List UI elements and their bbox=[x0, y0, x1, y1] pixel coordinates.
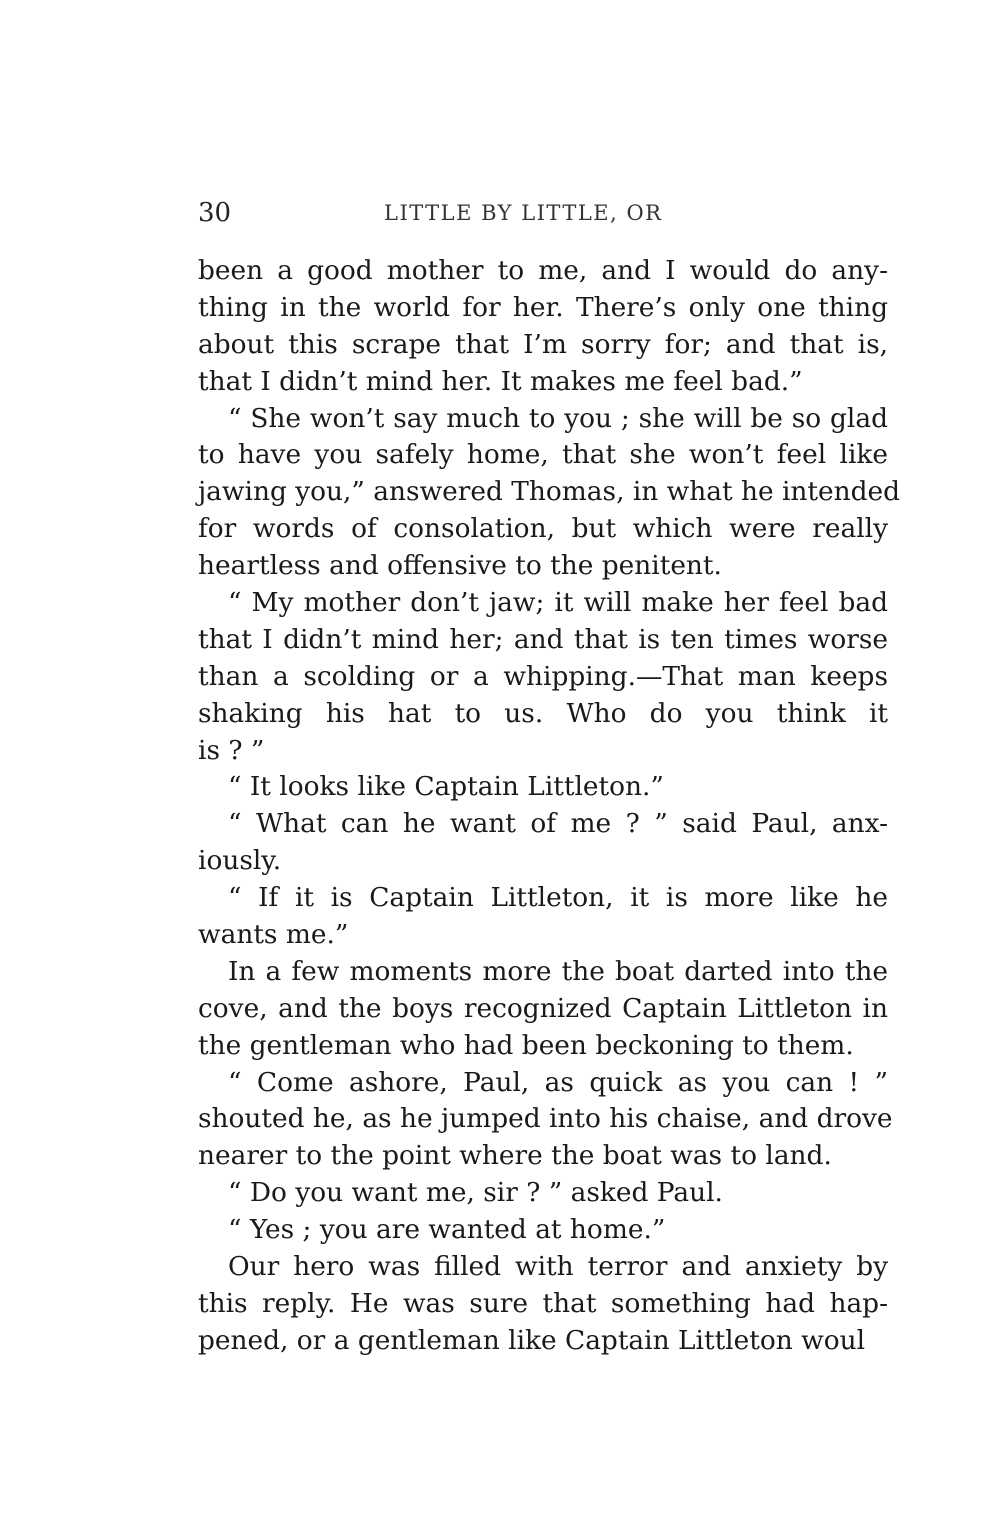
running-title: LITTLE BY LITTLE, OR bbox=[384, 201, 663, 225]
text-line: been a good mother to me, and I would do any- bbox=[198, 255, 888, 286]
text-line: “ If it is Captain Littleton, it is more like he bbox=[228, 882, 888, 914]
text-line: that I didn’t mind her. It makes me feel bad.” bbox=[198, 365, 803, 397]
text-line: about this scrape that I’m sorry for; and that is, bbox=[198, 328, 888, 360]
text-line: the gentleman who had been beckoning to them. bbox=[198, 1029, 854, 1061]
text-line: this reply. He was sure that something had hap- bbox=[198, 1287, 888, 1319]
body-text bbox=[198, 253, 901, 1360]
text-line: pened, or a gentleman like Captain Littleton woul bbox=[198, 1324, 866, 1356]
page-number: 30 bbox=[198, 198, 232, 228]
text-line: shouted he, as he jumped into his chaise, and drove bbox=[198, 1103, 893, 1135]
text-line: heartless and offensive to the penitent. bbox=[198, 550, 722, 582]
text-line: cove, and the boys recognized Captain Littleton in bbox=[198, 992, 888, 1024]
text-line: for words of consolation, but which were really bbox=[198, 513, 888, 545]
text-line: that I didn’t mind her; and that is ten times worse bbox=[198, 623, 888, 655]
page-header bbox=[198, 198, 888, 234]
text-line: thing in the world for her. There’s only one thing bbox=[198, 291, 888, 323]
text-line: “ Do you want me, sir ? ” asked Paul. bbox=[228, 1177, 723, 1209]
text-line: nearer to the point where the boat was to land. bbox=[198, 1140, 832, 1172]
text-line: shaking his hat to us. Who do you think it bbox=[198, 697, 888, 729]
text-line: “ It looks like Captain Littleton.” bbox=[228, 771, 664, 803]
text-line: “ She won’t say much to you ; she will be so glad bbox=[228, 402, 888, 434]
text-line: “ Yes ; you are wanted at home.” bbox=[228, 1214, 666, 1246]
text-line: jawing you,” answered Thomas, in what he intended bbox=[198, 476, 901, 508]
text-line: than a scolding or a whipping.—That man keeps bbox=[198, 660, 888, 692]
text-line: In a few moments more the boat darted into the bbox=[228, 955, 888, 987]
text-line: “ Come ashore, Paul, as quick as you can ! ” bbox=[228, 1066, 888, 1098]
text-line: “ What can he want of me ? ” said Paul, anx- bbox=[228, 808, 888, 840]
text-line: “ My mother don’t jaw; it will make her feel bad bbox=[228, 587, 888, 619]
text-line: Our hero was filled with terror and anxiety by bbox=[228, 1251, 888, 1283]
text-line: is ? ” bbox=[198, 734, 265, 766]
text-line: to have you safely home, that she won’t feel like bbox=[198, 439, 888, 471]
text-line: iously. bbox=[198, 845, 282, 877]
text-line: wants me.” bbox=[198, 919, 349, 951]
